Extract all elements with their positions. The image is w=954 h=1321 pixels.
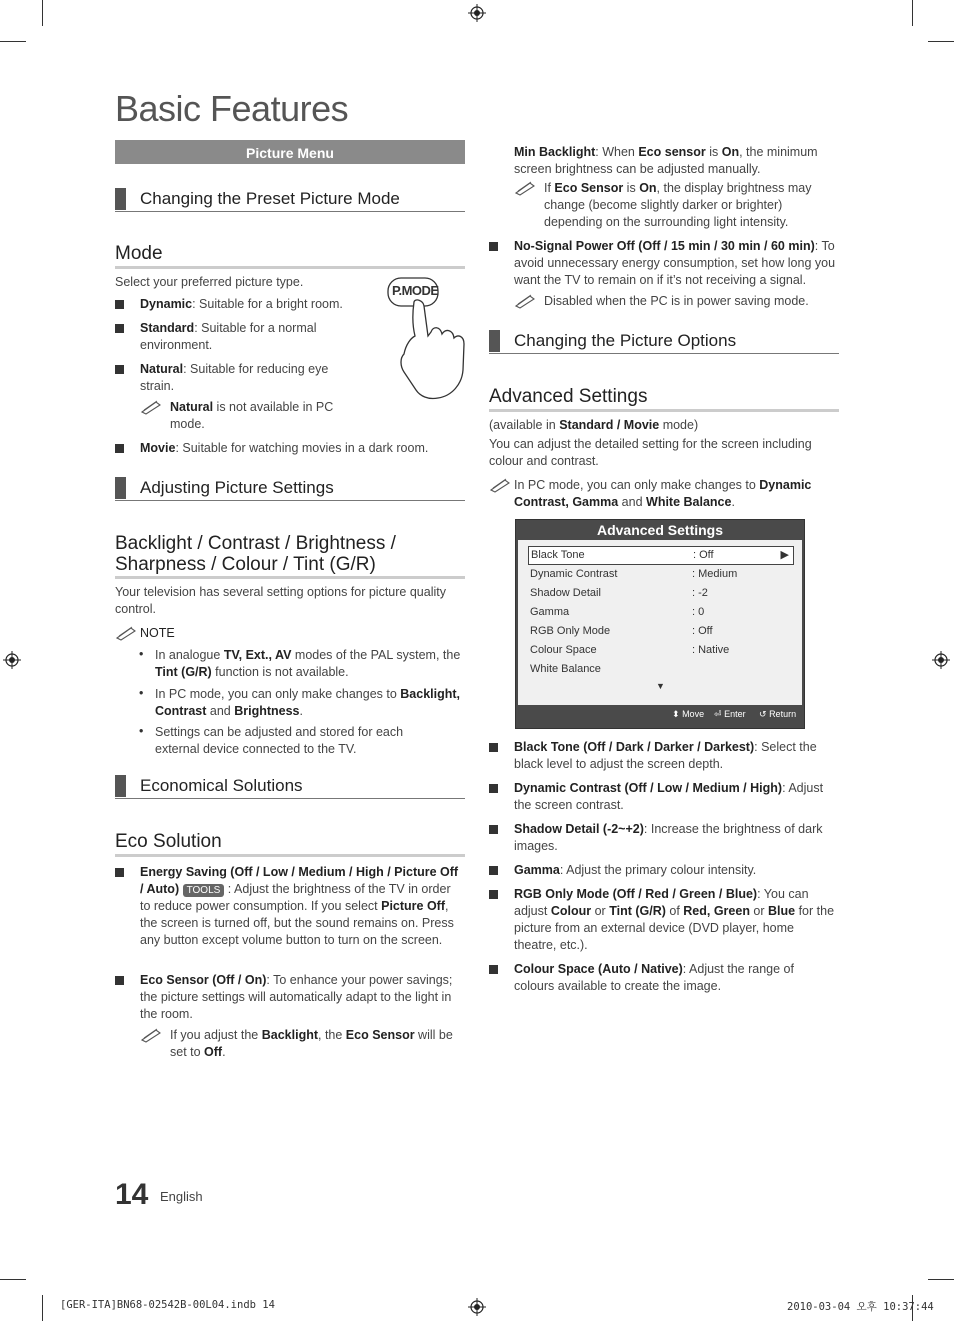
osd-panel (518, 540, 802, 705)
osd-row-dynamic-contrast[interactable]: Dynamic Contrast : Medium (530, 568, 738, 580)
list-item-dynamic-contrast: Dynamic Contrast (Off / Low / Medium / High): Adjust the screen contrast. (489, 780, 839, 814)
scroll-down-arrow-icon[interactable]: ▼ (656, 681, 665, 691)
registration-mark-icon (932, 651, 950, 669)
osd-row-shadow-detail[interactable]: Shadow Detail : -2 (530, 587, 708, 599)
return-hint: ↺ Return (759, 709, 797, 719)
tools-badge: TOOLS (183, 884, 225, 897)
registration-mark-icon (3, 651, 21, 669)
picture-options-heading: Changing the Picture Options (489, 330, 839, 354)
crop-mark (42, 1295, 43, 1321)
economical-solutions-heading: Economical Solutions (115, 775, 465, 799)
crop-mark (928, 1279, 954, 1280)
list-item-black-tone: Black Tone (Off / Dark / Darker / Darkest): Select the black level to adjust the screen depth. (489, 739, 839, 773)
crop-mark (928, 41, 954, 42)
backlight-heading: Backlight / Contrast / Brightness / Sharpness / Colour / Tint (G/R) (115, 533, 465, 579)
print-timestamp: 2010-03-04 오후 10:37:44 (787, 1301, 934, 1313)
eco-solution-heading: Eco Solution (115, 831, 465, 857)
pmode-hand-illustration (386, 276, 468, 402)
list-item-colour-space: Colour Space (Auto / Native): Adjust the range of colours available to create the image. (489, 961, 819, 995)
osd-row-white-balance[interactable]: White Balance (530, 663, 601, 675)
crop-mark (0, 41, 26, 42)
picture-menu-bar: Picture Menu (115, 140, 465, 164)
mode-intro: Select your preferred picture type. (115, 275, 304, 289)
list-item-dynamic: Dynamic: Suitable for a bright room. (115, 296, 365, 313)
advanced-settings-heading: Advanced Settings (489, 386, 839, 412)
page-number: 14 (115, 1178, 149, 1211)
registration-mark-icon (468, 4, 486, 22)
crop-mark (42, 0, 43, 26)
osd-row-colour-space[interactable]: Colour Space : Native (530, 644, 730, 656)
registration-mark-icon (468, 1298, 486, 1316)
note-item-stored: • Settings can be adjusted and stored for each external device connected to the TV. (139, 724, 439, 758)
pencil-note-icon (489, 477, 511, 493)
pencil-note-icon (514, 293, 536, 309)
list-item-standard: Standard: Suitable for a normal environment. (115, 320, 345, 354)
osd-row-black-tone[interactable]: Black Tone : Off ▶ (528, 546, 794, 565)
mode-heading: Mode (115, 243, 465, 269)
note-heading: NOTE (115, 625, 315, 642)
pencil-note-icon (140, 399, 162, 415)
adjusting-picture-settings-heading: Adjusting Picture Settings (115, 477, 465, 501)
move-hint: ⬍ Move (672, 709, 705, 719)
page-language: English (160, 1189, 203, 1204)
min-backlight-text: Min Backlight: When Eco sensor is On, the minimum screen brightness can be adjusted manually. (514, 145, 818, 176)
backlight-intro: Your television has several setting options for picture quality control. (115, 585, 446, 616)
page-title: Basic Features (115, 88, 349, 129)
list-item-movie: Movie: Suitable for watching movies in a dark room. (115, 440, 465, 457)
return-icon: ↺ (759, 709, 767, 719)
availability-text: (available in Standard / Movie mode) (489, 418, 699, 432)
note-no-signal: Disabled when the PC is in power saving mode. (514, 293, 834, 310)
note-item-pc-mode: • In PC mode, you can only make changes to Backlight, Contrast and Brightness. (139, 686, 461, 720)
list-item-rgb-only-mode: RGB Only Mode (Off / Red / Green / Blue): You can adjust Colour or Tint (G/R) of Red, Green or Blue for the picture from an external device (DVD player, home theatre, etc.). (489, 886, 839, 954)
note-eco-sensor: If you adjust the Backlight, the Eco Sensor will be set to Off. (140, 1027, 460, 1061)
list-item-energy-saving: Energy Saving (Off / Low / Medium / High / Picture Off / Auto) TOOLS : Adjust the brightness of the TV in order to reduce power consumption. If you select Picture Off, the screen is turned off, but the sound remains on. Press any button except volume button to turn on the screen. (115, 864, 460, 949)
list-item-natural: Natural: Suitable for reducing eye strain. (115, 361, 345, 395)
advanced-intro: You can adjust the detailed setting for the screen including colour and contrast. (489, 437, 812, 468)
note-advanced-pc-mode: In PC mode, you can only make changes to Dynamic Contrast, Gamma and White Balance. (489, 477, 834, 511)
pencil-note-icon (140, 1027, 162, 1043)
pencil-note-icon (514, 180, 536, 196)
list-item-gamma: Gamma: Adjust the primary colour intensity. (489, 862, 839, 879)
arrow-right-icon: ▶ (780, 549, 789, 561)
list-item-shadow-detail: Shadow Detail (-2~+2): Increase the brightness of dark images. (489, 821, 839, 855)
note-min-backlight: If Eco Sensor is On, the display brightness may change (become slightly darker or brighter) depending on the surrounding light intensity. (514, 180, 834, 231)
advanced-settings-osd (515, 519, 805, 729)
crop-mark (0, 1279, 26, 1280)
crop-mark (912, 0, 913, 26)
osd-row-gamma[interactable]: Gamma : 0 (530, 606, 705, 618)
list-item-no-signal: No-Signal Power Off (Off / 15 min / 30 min / 60 min): To avoid unnecessary energy consumption, set how long you want the TV to remain on if it’s not receiving a signal. (489, 238, 839, 289)
osd-footer (516, 705, 804, 727)
note-item-analogue: • In analogue TV, Ext., AV modes of the PAL system, the Tint (G/R) function is not available. (139, 647, 461, 681)
osd-title: Advanced Settings (596, 522, 724, 538)
pencil-note-icon (115, 625, 137, 641)
enter-icon: ⏎ (714, 709, 722, 719)
list-item-eco-sensor: Eco Sensor (Off / On): To enhance your power savings; the picture settings will automatically adapt to the light in the room. (115, 972, 465, 1023)
enter-hint: ⏎ Enter (714, 709, 746, 719)
osd-row-rgb-only-mode[interactable]: RGB Only Mode : Off (530, 625, 713, 637)
preset-picture-mode-heading: Changing the Preset Picture Mode (115, 188, 465, 212)
pmode-button-label: P.MODE (392, 283, 439, 298)
note-natural: Natural is not available in PC mode. (140, 399, 360, 433)
print-file-info: [GER-ITA]BN68-02542B-00L04.indb 14 (60, 1299, 275, 1311)
updown-arrow-icon: ⬍ (672, 709, 680, 719)
